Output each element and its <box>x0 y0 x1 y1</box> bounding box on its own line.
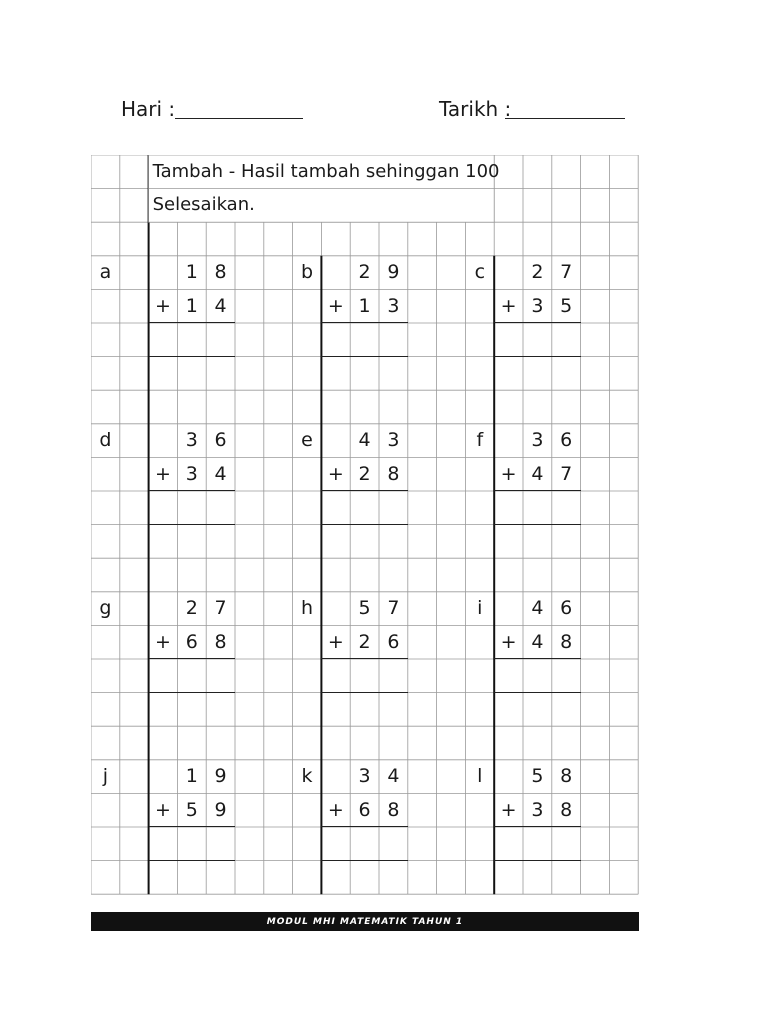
top-tens-digit: 1 <box>185 765 198 788</box>
date-field-line[interactable] <box>505 118 625 119</box>
top-ones-digit: 9 <box>214 765 227 788</box>
plus-sign: + <box>155 798 171 821</box>
problem-letter-c: c <box>474 261 486 284</box>
sum-rule-line <box>321 322 407 323</box>
top-tens-digit: 2 <box>358 261 371 284</box>
answer-line-g[interactable] <box>149 692 235 693</box>
plus-sign: + <box>155 462 171 485</box>
bottom-tens-digit: 1 <box>358 294 371 317</box>
problem-letter-l: l <box>477 765 483 788</box>
worksheet-header <box>91 91 639 155</box>
sum-rule-line <box>494 658 580 659</box>
top-ones-digit: 8 <box>560 765 573 788</box>
bottom-ones-digit: 8 <box>387 462 400 485</box>
worksheet-title: Tambah - Hasil tambah sehinggan 100 <box>152 160 500 182</box>
bottom-ones-digit: 4 <box>214 294 227 317</box>
top-ones-digit: 3 <box>387 429 400 452</box>
top-tens-digit: 4 <box>358 429 371 452</box>
sum-rule-line <box>321 490 407 491</box>
problem-letter-h: h <box>300 597 314 620</box>
problem-letter-b: b <box>300 261 314 284</box>
bottom-tens-digit: 4 <box>531 630 544 653</box>
bottom-ones-digit: 8 <box>387 798 400 821</box>
top-ones-digit: 8 <box>214 261 227 284</box>
problem-letter-d: d <box>99 429 112 452</box>
worksheet <box>91 91 639 931</box>
problem-letter-g: g <box>99 597 112 620</box>
answer-line-j[interactable] <box>149 860 235 861</box>
bottom-tens-digit: 3 <box>185 462 198 485</box>
sum-rule-line <box>494 490 580 491</box>
plus-sign: + <box>327 294 344 317</box>
bottom-ones-digit: 6 <box>387 630 400 653</box>
problem-letter-i: i <box>477 597 483 620</box>
top-ones-digit: 6 <box>214 429 227 452</box>
sum-rule-line <box>494 322 580 323</box>
problem-letter-k: k <box>301 765 313 788</box>
problem-letter-a: a <box>99 261 112 284</box>
bottom-tens-digit: 1 <box>185 294 198 317</box>
bottom-tens-digit: 6 <box>185 630 198 653</box>
top-ones-digit: 6 <box>560 429 573 452</box>
plus-sign: + <box>327 798 344 821</box>
answer-line-a[interactable] <box>149 356 235 357</box>
top-ones-digit: 7 <box>560 261 573 284</box>
bottom-tens-digit: 5 <box>185 798 198 821</box>
top-tens-digit: 1 <box>185 261 198 284</box>
bottom-tens-digit: 3 <box>531 798 544 821</box>
problem-letter-e: e <box>301 429 313 452</box>
bottom-ones-digit: 9 <box>214 798 227 821</box>
footer-bar <box>91 912 639 931</box>
day-label: Hari : <box>121 97 176 121</box>
plus-sign: + <box>155 630 171 653</box>
plus-sign: + <box>500 630 517 653</box>
top-tens-digit: 3 <box>185 429 198 452</box>
plus-sign: + <box>327 462 344 485</box>
answer-line-b[interactable] <box>321 356 407 357</box>
problem-letter-j: j <box>102 765 109 788</box>
plus-sign: + <box>500 798 517 821</box>
answer-line-f[interactable] <box>494 524 580 525</box>
date-label: Tarikh : <box>439 97 512 121</box>
footer-text: MODUL MHI MATEMATIK TAHUN 1 <box>266 916 464 927</box>
top-tens-digit: 5 <box>531 765 544 788</box>
answer-line-c[interactable] <box>494 356 580 357</box>
top-tens-digit: 5 <box>358 597 371 620</box>
top-tens-digit: 3 <box>531 429 544 452</box>
sum-rule-line <box>149 322 235 323</box>
sum-rule-line <box>149 826 235 827</box>
answer-line-d[interactable] <box>149 524 235 525</box>
plus-sign: + <box>500 462 517 485</box>
sum-rule-line <box>321 826 407 827</box>
bottom-ones-digit: 7 <box>560 462 573 485</box>
sum-rule-line <box>494 826 580 827</box>
top-ones-digit: 6 <box>560 597 573 620</box>
sum-rule-line <box>149 658 235 659</box>
worksheet-instruction: Selesaikan. <box>152 194 255 216</box>
answer-line-h[interactable] <box>321 692 407 693</box>
bottom-tens-digit: 2 <box>358 630 371 653</box>
plus-sign: + <box>500 294 517 317</box>
worksheet-grid <box>91 155 639 895</box>
bottom-ones-digit: 3 <box>387 294 400 317</box>
answer-line-i[interactable] <box>494 692 580 693</box>
bottom-tens-digit: 4 <box>531 462 544 485</box>
bottom-ones-digit: 5 <box>560 294 573 317</box>
plus-sign: + <box>327 630 344 653</box>
bottom-ones-digit: 8 <box>560 798 573 821</box>
bottom-ones-digit: 4 <box>214 462 227 485</box>
bottom-tens-digit: 6 <box>358 798 371 821</box>
plus-sign: + <box>155 294 171 317</box>
problem-letter-f: f <box>476 429 484 452</box>
answer-line-k[interactable] <box>321 860 407 861</box>
answer-line-l[interactable] <box>494 860 580 861</box>
bottom-ones-digit: 8 <box>560 630 573 653</box>
top-ones-digit: 7 <box>387 597 400 620</box>
bottom-tens-digit: 2 <box>358 462 371 485</box>
top-ones-digit: 4 <box>387 765 400 788</box>
bottom-ones-digit: 8 <box>214 630 227 653</box>
sum-rule-line <box>149 490 235 491</box>
top-tens-digit: 2 <box>185 597 198 620</box>
top-ones-digit: 7 <box>214 597 227 620</box>
day-field-line[interactable] <box>175 118 303 119</box>
top-tens-digit: 3 <box>358 765 371 788</box>
top-ones-digit: 9 <box>387 261 400 284</box>
bottom-tens-digit: 3 <box>531 294 544 317</box>
answer-line-e[interactable] <box>321 524 407 525</box>
sum-rule-line <box>321 658 407 659</box>
top-tens-digit: 2 <box>531 261 544 284</box>
top-tens-digit: 4 <box>531 597 544 620</box>
